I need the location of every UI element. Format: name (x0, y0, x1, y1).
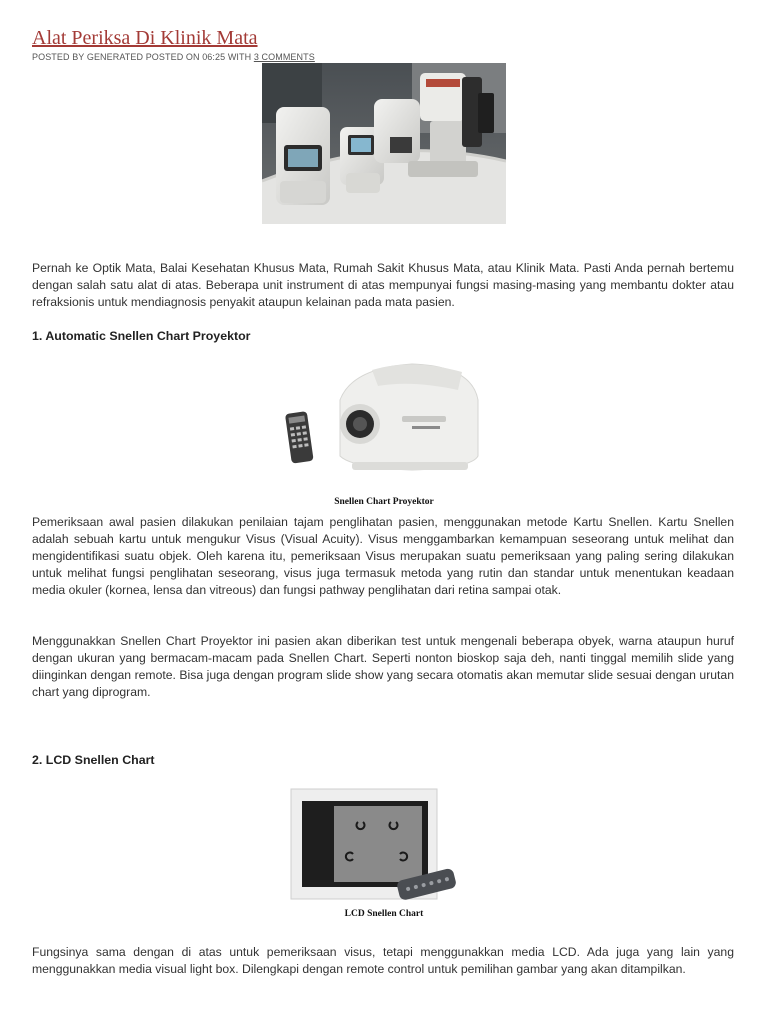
comments-link[interactable]: 3 COMMENTS (253, 52, 315, 62)
clinic-instruments-photo (262, 63, 506, 224)
projector-caption: Snellen Chart Proyektor (334, 497, 434, 507)
section1-paragraph-2: Menggunakkan Snellen Chart Proyektor ini pasien akan diberikan test untuk mengenali beberapa obyek, warna ataupun huruf dengan ukuran yang bermacam-macam pada Snellen Chart. Seperti nonton bioskop saja deh, nanti tinggal memilih slide yang diinginkan dengan remote. Bisa juga dengan program slide show yang secara otomatis akan memutar slide sesuai dengan urutan chart yang diprogram. (32, 634, 734, 699)
post-meta-text: POSTED BY GENERATED POSTED ON 06:25 WITH (32, 52, 254, 62)
lcd-snellen-chart-image (288, 786, 458, 904)
lcd-caption: LCD Snellen Chart (344, 909, 424, 919)
section2-heading: 2. LCD Snellen Chart (32, 753, 155, 767)
snellen-projector-image (282, 360, 482, 472)
section1-paragraph-1: Pemeriksaan awal pasien dilakukan penilaian tajam penglihatan pasien, menggunakan metode Kartu Snellen. Kartu Snellen adalah sebuah kartu untuk mengukur Visus (Visual Acuity). Visus menggambarkan kemampuan seseorang untuk melihat dan mengidentifikasi suatu objek. Oleh karena itu, pemeriksaan Visus merupakan suatu pemeriksaan yang paling sering dilakukan untuk melihat fungsi penglihatan seseorang, visus juga termasuk metoda yang rutin dan standar untuk menentukan keadaan media okuler (kornea, lensa dan vitreous) dan fungsi pathway penglihatan dari retina sampai otak. (32, 515, 734, 597)
post-meta (32, 52, 315, 62)
section1-heading: 1. Automatic Snellen Chart Proyektor (32, 329, 251, 343)
post-title[interactable]: Alat Periksa Di Klinik Mata (32, 27, 258, 49)
intro-paragraph: Pernah ke Optik Mata, Balai Kesehatan Khusus Mata, Rumah Sakit Khusus Mata, atau Klinik Mata. Pasti Anda pernah bertemu dengan salah satu alat di atas. Beberapa unit instrument di atas mempunyai fungsi masing-masing yang membantu dokter atau refraksionis untuk mendiagnosis penyakit ataupun kelainan pada mata pasien. (32, 261, 734, 309)
section2-paragraph-1: Fungsinya sama dengan di atas untuk pemeriksaan visus, tetapi menggunakkan media LCD. Ada juga yang lain yang menggunakkan media visual light box. Dilengkapi dengan remote control untuk pemilihan gambar yang akan ditampilkan. (32, 945, 734, 976)
